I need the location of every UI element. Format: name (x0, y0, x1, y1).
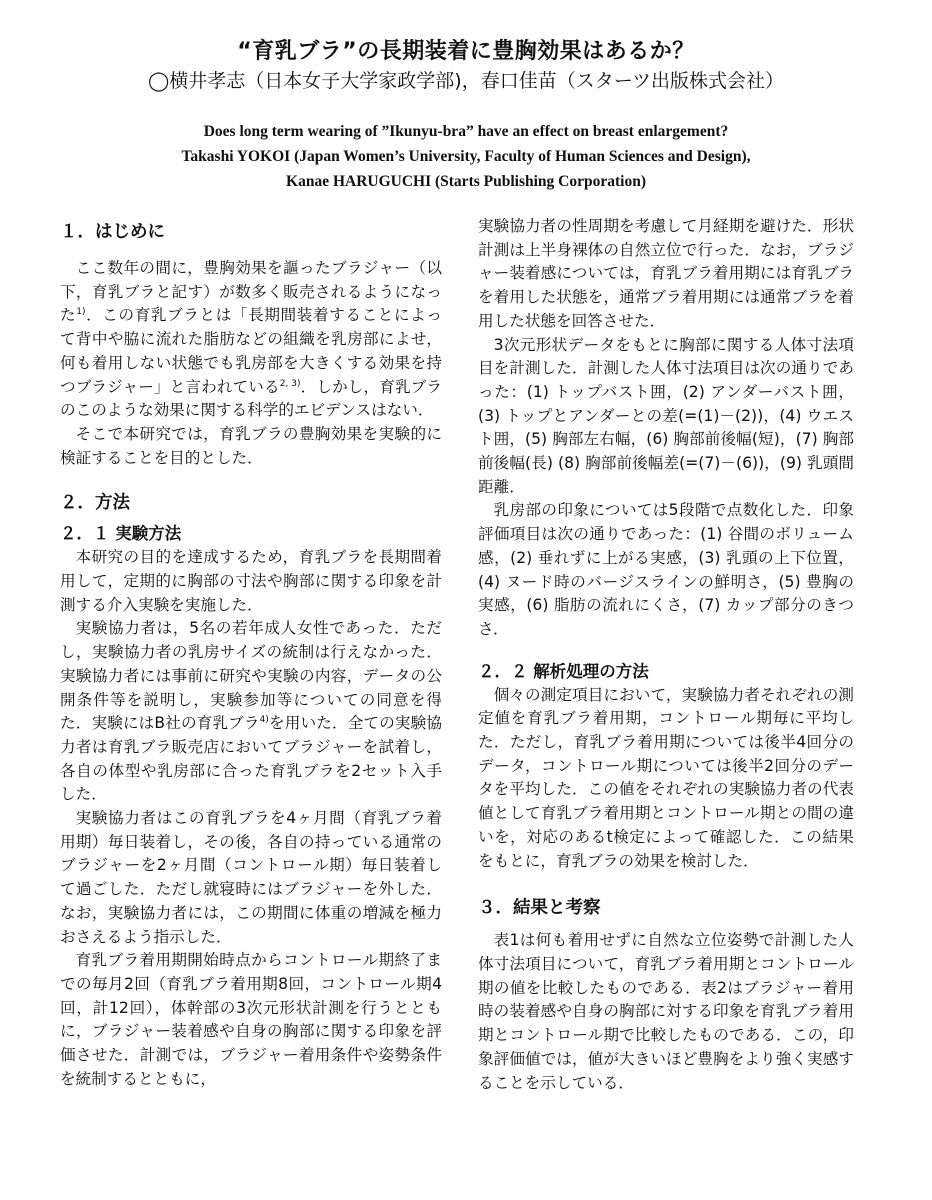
impression-items-paragraph: 乳房部の印象については5段階で点数化した．印象評価項目は次の通りであった：(1) 谷間のボリューム感，(2) 垂れずに上がる実感，(3) 乳頭の上下位置，(4) ヌード時のバージスラインの鮮明さ，(5) 豊胸の実感，(6) 脂肪の流れにくさ，(7) カップ部分のきつさ． (478, 501, 854, 638)
method-paragraph-1: 本研究の目的を達成するため，育乳ブラを長期間着用して，定期的に胸部の寸法や胸部に関する印象を計測する介入実験を実施した． (60, 548, 442, 614)
method-paragraph-3: 実験協力者はこの育乳ブラを4ヶ月間（育乳ブラ着用期）毎日装着し，その後，各自の持っている通常のブラジャーを2ヶ月間（コントロール期）毎日装着して過ごした．ただし就寝時にはブラジャーを外した．なお，実験協力者には，この期間に体重の増減を極力おさえるよう指示した． (60, 809, 442, 946)
reference-1: 1) (76, 307, 86, 318)
section-2-heading: ２．方法 (60, 493, 130, 514)
author2-en: Kanae HARUGUCHI (Starts Publishing Corporation) (286, 173, 646, 190)
author1-en: Takashi YOKOI (Japan Women’s University, Faculty of Human Sciences and Design), (181, 148, 751, 165)
right-column (478, 215, 854, 1095)
paper-title-en: Does long term wearing of ”Ikunyu-bra” have an effect on breast enlargement? (203, 123, 729, 140)
section-2-1-heading: ２．１ 実験方法 (60, 524, 182, 544)
measurement-items-paragraph: 3次元形状データをもとに胸部に関する人体寸法項目を計測した．計測した人体寸法項目は次の通りであった：(1) トップバスト囲，(2) アンダーバスト囲，(3) トップとアンダーとの差(=(1)－(2))，(4) ウエスト囲，(5) 胸部左右幅，(6) 胸部前後幅(短)，(7) 胸部前後幅(長) (8) 胸部前後幅差(=(7)－(6))，(9) 乳頭間距離． (478, 335, 854, 496)
section-2-2-heading: ２．２ 解析処理の方法 (478, 661, 649, 681)
reference-4: 4) (259, 715, 269, 726)
reference-2-3: 2, 3) (279, 378, 301, 389)
authors-jp: ◯横井孝志（日本女子大学家政学部)，春口佳苗（スターツ出版株式会社） (148, 70, 784, 92)
paper-title-jp: “育乳ブラ”の長期装着に豊胸効果はあるか？ (237, 39, 695, 64)
intro-paragraph-2: そこで本研究では，育乳ブラの豊胸効果を実験的に検証することを目的とした． (60, 424, 442, 467)
method-paragraph-continued: 実験協力者の性周期を考慮して月経期を避けた．形状計測は上半身裸体の自然立位で行った．なお，ブラジャー装着感については，育乳ブラ着用期には育乳ブラを着用した状態を，通常ブラ着用期には通常ブラを着用した状態を回答させた． (478, 217, 854, 330)
section-1-heading: １．はじめに (60, 222, 165, 242)
section-3-heading: ３．結果と考察 (478, 898, 601, 919)
left-column (60, 215, 442, 1092)
intro-paragraph-1: ここ数年の間に，豊胸効果を謳ったブラジャー（以下，育乳ブラと記す）が数多く販売されるようになった$^{1)}$．この育乳ブラとは「長期間装着することによって背中や脇に流れた脂肪などの組織を乳房部によせ，何も着用しない状態でも乳房部を大きくする効果を持つブラジャー」と言われている$^{2, 3)}$．しかし，育乳ブラのこのような効果に関する科学的エビデンスはない． (60, 259, 442, 420)
analysis-paragraph: 個々の測定項目において，実験協力者それぞれの測定値を育乳ブラ着用期，コントロール期毎に平均した．ただし，育乳ブラ着用期については後半4回分のデータ，コントロール期については後半2回分のデータを平均した．この値をそれぞれの実験協力者の代表値として育乳ブラ着用期とコントロール期との間の違いを，対応のあるt検定によって確認した．この結果をもとに，育乳ブラの効果を検討した． (478, 685, 854, 870)
results-paragraph: 表1は何も着用せずに自然な立位姿勢で計測した人体寸法項目について，育乳ブラ着用期とコントロール期の値を比較したものである．表2はブラジャー着用時の装着感や自身の胸部に対する印象を育乳ブラ着用期とコントロール期で比較したものである．この，印象評価値では，値が大きいほど豊胸をより強く実感することを示している． (478, 931, 854, 1092)
method-paragraph-2: 実験協力者は，5名の若年成人女性であった．ただし，実験協力者の乳房サイズの統制は行えなかった．実験協力者には事前に研究や実験の内容，データの公開条件等を説明し，実験参加等についての同意を得た．実験にはB社の育乳ブラ$^{4)}$を用いた．全ての実験協力者は育乳ブラ販売店においてブラジャーを試着し，各自の体型や乳房部に合った育乳ブラを2セット入手した． (60, 619, 442, 804)
method-paragraph-4: 育乳ブラ着用期開始時点からコントロール期終了までの毎月2回（育乳ブラ着用期8回，コントロール期4回，計12回），体幹部の3次元形状計測を行うとともに，ブラジャー装着感や自身の胸部に関する印象を評価させた．計測では，ブラジャー着用条件や姿勢条件を統制するとともに， (60, 951, 442, 1088)
